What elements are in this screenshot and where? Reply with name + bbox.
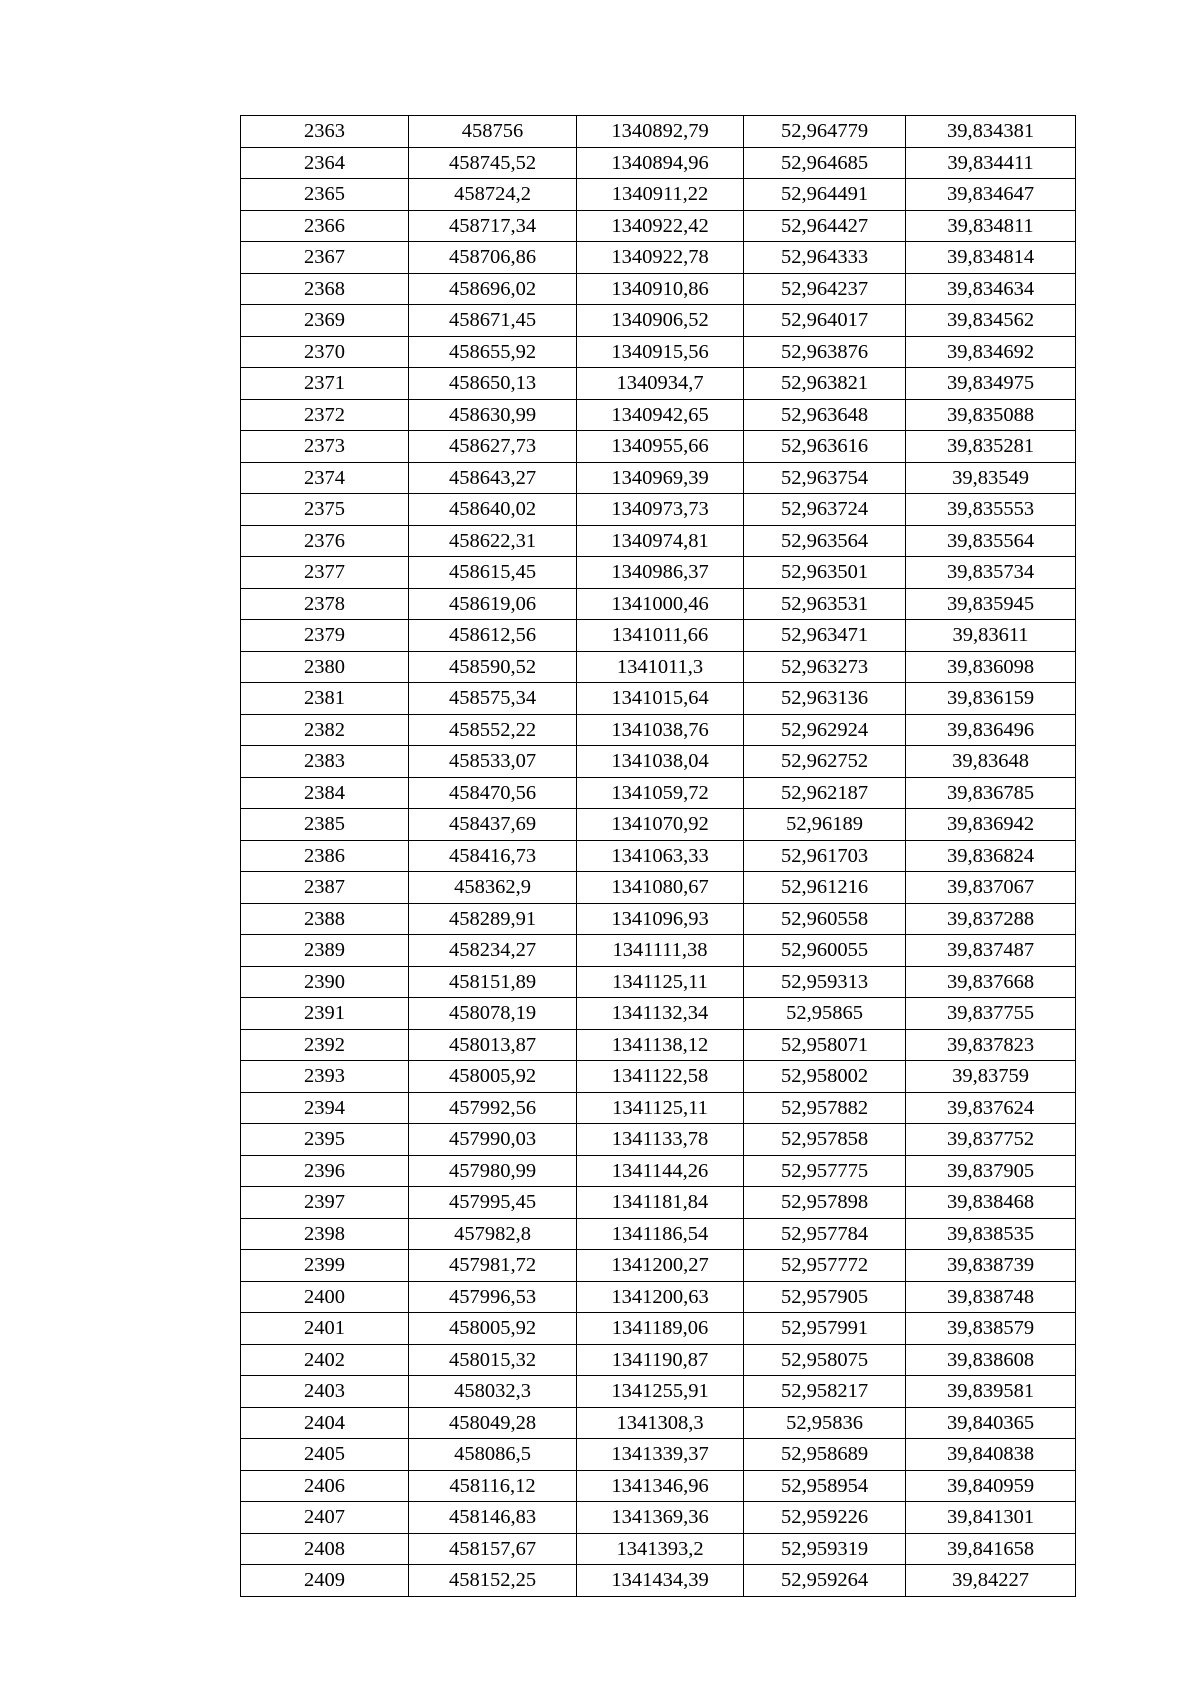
longitude-cell: 39,838739 [906, 1250, 1076, 1282]
y-coordinate-cell: 1341190,87 [577, 1344, 744, 1376]
point-number-cell: 2387 [241, 872, 409, 904]
longitude-cell: 39,837487 [906, 935, 1076, 967]
latitude-cell: 52,963531 [744, 588, 906, 620]
table-row [241, 462, 1076, 494]
point-number-cell: 2395 [241, 1124, 409, 1156]
longitude-cell: 39,841301 [906, 1502, 1076, 1534]
x-coordinate-cell: 458671,45 [409, 305, 577, 337]
table-row [241, 1187, 1076, 1219]
table-row [241, 809, 1076, 841]
longitude-cell: 39,834411 [906, 147, 1076, 179]
table-row [241, 1533, 1076, 1565]
point-number-cell: 2363 [241, 116, 409, 148]
table-row [241, 1155, 1076, 1187]
x-coordinate-cell: 458005,92 [409, 1313, 577, 1345]
table-row [241, 1061, 1076, 1093]
latitude-cell: 52,959264 [744, 1565, 906, 1597]
y-coordinate-cell: 1341132,34 [577, 998, 744, 1030]
y-coordinate-cell: 1341308,3 [577, 1407, 744, 1439]
point-number-cell: 2365 [241, 179, 409, 211]
latitude-cell: 52,963136 [744, 683, 906, 715]
latitude-cell: 52,964685 [744, 147, 906, 179]
y-coordinate-cell: 1341181,84 [577, 1187, 744, 1219]
point-number-cell: 2367 [241, 242, 409, 274]
table-row [241, 557, 1076, 589]
y-coordinate-cell: 1341096,93 [577, 903, 744, 935]
x-coordinate-cell: 458470,56 [409, 777, 577, 809]
point-number-cell: 2369 [241, 305, 409, 337]
point-number-cell: 2380 [241, 651, 409, 683]
latitude-cell: 52,95836 [744, 1407, 906, 1439]
y-coordinate-cell: 1341138,12 [577, 1029, 744, 1061]
table-row [241, 872, 1076, 904]
table-row [241, 147, 1076, 179]
longitude-cell: 39,838579 [906, 1313, 1076, 1345]
x-coordinate-cell: 458655,92 [409, 336, 577, 368]
longitude-cell: 39,836159 [906, 683, 1076, 715]
x-coordinate-cell: 458575,34 [409, 683, 577, 715]
table-row [241, 1313, 1076, 1345]
y-coordinate-cell: 1341346,96 [577, 1470, 744, 1502]
y-coordinate-cell: 1341000,46 [577, 588, 744, 620]
y-coordinate-cell: 1340894,96 [577, 147, 744, 179]
table-row [241, 620, 1076, 652]
longitude-cell: 39,835553 [906, 494, 1076, 526]
longitude-cell: 39,83759 [906, 1061, 1076, 1093]
y-coordinate-cell: 1341189,06 [577, 1313, 744, 1345]
x-coordinate-cell: 458234,27 [409, 935, 577, 967]
table-row [241, 1565, 1076, 1597]
y-coordinate-cell: 1340942,65 [577, 399, 744, 431]
y-coordinate-cell: 1340922,42 [577, 210, 744, 242]
table-row [241, 998, 1076, 1030]
y-coordinate-cell: 1340910,86 [577, 273, 744, 305]
point-number-cell: 2384 [241, 777, 409, 809]
point-number-cell: 2373 [241, 431, 409, 463]
table-row [241, 1376, 1076, 1408]
y-coordinate-cell: 1341339,37 [577, 1439, 744, 1471]
longitude-cell: 39,835088 [906, 399, 1076, 431]
longitude-cell: 39,840365 [906, 1407, 1076, 1439]
x-coordinate-cell: 458152,25 [409, 1565, 577, 1597]
latitude-cell: 52,958075 [744, 1344, 906, 1376]
y-coordinate-cell: 1341111,38 [577, 935, 744, 967]
point-number-cell: 2407 [241, 1502, 409, 1534]
latitude-cell: 52,958954 [744, 1470, 906, 1502]
latitude-cell: 52,957905 [744, 1281, 906, 1313]
y-coordinate-cell: 1341125,11 [577, 1092, 744, 1124]
x-coordinate-cell: 458005,92 [409, 1061, 577, 1093]
longitude-cell: 39,836785 [906, 777, 1076, 809]
point-number-cell: 2366 [241, 210, 409, 242]
x-coordinate-cell: 458619,06 [409, 588, 577, 620]
table-row [241, 336, 1076, 368]
x-coordinate-cell: 457992,56 [409, 1092, 577, 1124]
table-row [241, 1250, 1076, 1282]
y-coordinate-cell: 1341059,72 [577, 777, 744, 809]
x-coordinate-cell: 458724,2 [409, 179, 577, 211]
longitude-cell: 39,835734 [906, 557, 1076, 589]
point-number-cell: 2396 [241, 1155, 409, 1187]
y-coordinate-cell: 1341011,3 [577, 651, 744, 683]
longitude-cell: 39,837624 [906, 1092, 1076, 1124]
latitude-cell: 52,962752 [744, 746, 906, 778]
table-row [241, 210, 1076, 242]
longitude-cell: 39,837288 [906, 903, 1076, 935]
x-coordinate-cell: 457981,72 [409, 1250, 577, 1282]
point-number-cell: 2375 [241, 494, 409, 526]
latitude-cell: 52,957898 [744, 1187, 906, 1219]
latitude-cell: 52,964491 [744, 179, 906, 211]
y-coordinate-cell: 1340906,52 [577, 305, 744, 337]
x-coordinate-cell: 458717,34 [409, 210, 577, 242]
latitude-cell: 52,957858 [744, 1124, 906, 1156]
longitude-cell: 39,836496 [906, 714, 1076, 746]
latitude-cell: 52,963501 [744, 557, 906, 589]
longitude-cell: 39,834381 [906, 116, 1076, 148]
y-coordinate-cell: 1341144,26 [577, 1155, 744, 1187]
longitude-cell: 39,839581 [906, 1376, 1076, 1408]
table-row [241, 1218, 1076, 1250]
x-coordinate-cell: 458552,22 [409, 714, 577, 746]
x-coordinate-cell: 458151,89 [409, 966, 577, 998]
longitude-cell: 39,841658 [906, 1533, 1076, 1565]
point-number-cell: 2381 [241, 683, 409, 715]
table-row [241, 525, 1076, 557]
coordinates-table-body [241, 116, 1076, 1597]
x-coordinate-cell: 458612,56 [409, 620, 577, 652]
longitude-cell: 39,83648 [906, 746, 1076, 778]
table-row [241, 431, 1076, 463]
y-coordinate-cell: 1340969,39 [577, 462, 744, 494]
table-row [241, 777, 1076, 809]
point-number-cell: 2385 [241, 809, 409, 841]
latitude-cell: 52,959226 [744, 1502, 906, 1534]
y-coordinate-cell: 1341063,33 [577, 840, 744, 872]
longitude-cell: 39,838468 [906, 1187, 1076, 1219]
x-coordinate-cell: 458630,99 [409, 399, 577, 431]
point-number-cell: 2398 [241, 1218, 409, 1250]
point-number-cell: 2408 [241, 1533, 409, 1565]
table-row [241, 714, 1076, 746]
latitude-cell: 52,957991 [744, 1313, 906, 1345]
longitude-cell: 39,837823 [906, 1029, 1076, 1061]
longitude-cell: 39,837752 [906, 1124, 1076, 1156]
x-coordinate-cell: 458015,32 [409, 1344, 577, 1376]
y-coordinate-cell: 1340934,7 [577, 368, 744, 400]
y-coordinate-cell: 1341393,2 [577, 1533, 744, 1565]
x-coordinate-cell: 458706,86 [409, 242, 577, 274]
y-coordinate-cell: 1340974,81 [577, 525, 744, 557]
longitude-cell: 39,834811 [906, 210, 1076, 242]
latitude-cell: 52,964017 [744, 305, 906, 337]
y-coordinate-cell: 1341122,58 [577, 1061, 744, 1093]
table-row [241, 1502, 1076, 1534]
y-coordinate-cell: 1340955,66 [577, 431, 744, 463]
latitude-cell: 52,964333 [744, 242, 906, 274]
latitude-cell: 52,958071 [744, 1029, 906, 1061]
x-coordinate-cell: 458437,69 [409, 809, 577, 841]
longitude-cell: 39,83611 [906, 620, 1076, 652]
x-coordinate-cell: 458745,52 [409, 147, 577, 179]
longitude-cell: 39,840838 [906, 1439, 1076, 1471]
x-coordinate-cell: 458533,07 [409, 746, 577, 778]
x-coordinate-cell: 457982,8 [409, 1218, 577, 1250]
table-row [241, 494, 1076, 526]
y-coordinate-cell: 1341434,39 [577, 1565, 744, 1597]
table-row [241, 1439, 1076, 1471]
longitude-cell: 39,838748 [906, 1281, 1076, 1313]
longitude-cell: 39,840959 [906, 1470, 1076, 1502]
latitude-cell: 52,96189 [744, 809, 906, 841]
latitude-cell: 52,963724 [744, 494, 906, 526]
point-number-cell: 2379 [241, 620, 409, 652]
y-coordinate-cell: 1340892,79 [577, 116, 744, 148]
x-coordinate-cell: 458640,02 [409, 494, 577, 526]
point-number-cell: 2388 [241, 903, 409, 935]
latitude-cell: 52,963616 [744, 431, 906, 463]
table-row [241, 746, 1076, 778]
point-number-cell: 2382 [241, 714, 409, 746]
point-number-cell: 2391 [241, 998, 409, 1030]
x-coordinate-cell: 457990,03 [409, 1124, 577, 1156]
point-number-cell: 2409 [241, 1565, 409, 1597]
longitude-cell: 39,837668 [906, 966, 1076, 998]
table-row [241, 651, 1076, 683]
latitude-cell: 52,963471 [744, 620, 906, 652]
y-coordinate-cell: 1341038,76 [577, 714, 744, 746]
point-number-cell: 2374 [241, 462, 409, 494]
point-number-cell: 2372 [241, 399, 409, 431]
latitude-cell: 52,964779 [744, 116, 906, 148]
y-coordinate-cell: 1341200,27 [577, 1250, 744, 1282]
latitude-cell: 52,957882 [744, 1092, 906, 1124]
longitude-cell: 39,834634 [906, 273, 1076, 305]
latitude-cell: 52,961216 [744, 872, 906, 904]
latitude-cell: 52,963648 [744, 399, 906, 431]
latitude-cell: 52,957775 [744, 1155, 906, 1187]
x-coordinate-cell: 458146,83 [409, 1502, 577, 1534]
latitude-cell: 52,958002 [744, 1061, 906, 1093]
longitude-cell: 39,834814 [906, 242, 1076, 274]
x-coordinate-cell: 458627,73 [409, 431, 577, 463]
y-coordinate-cell: 1340915,56 [577, 336, 744, 368]
point-number-cell: 2383 [241, 746, 409, 778]
y-coordinate-cell: 1341070,92 [577, 809, 744, 841]
x-coordinate-cell: 458013,87 [409, 1029, 577, 1061]
table-row [241, 305, 1076, 337]
longitude-cell: 39,834975 [906, 368, 1076, 400]
x-coordinate-cell: 458086,5 [409, 1439, 577, 1471]
table-row [241, 935, 1076, 967]
x-coordinate-cell: 458289,91 [409, 903, 577, 935]
point-number-cell: 2370 [241, 336, 409, 368]
x-coordinate-cell: 458622,31 [409, 525, 577, 557]
y-coordinate-cell: 1341186,54 [577, 1218, 744, 1250]
x-coordinate-cell: 458032,3 [409, 1376, 577, 1408]
x-coordinate-cell: 457996,53 [409, 1281, 577, 1313]
point-number-cell: 2390 [241, 966, 409, 998]
point-number-cell: 2405 [241, 1439, 409, 1471]
longitude-cell: 39,835945 [906, 588, 1076, 620]
point-number-cell: 2377 [241, 557, 409, 589]
table-row [241, 840, 1076, 872]
x-coordinate-cell: 458157,67 [409, 1533, 577, 1565]
x-coordinate-cell: 458756 [409, 116, 577, 148]
latitude-cell: 52,957784 [744, 1218, 906, 1250]
table-row [241, 1344, 1076, 1376]
y-coordinate-cell: 1341255,91 [577, 1376, 744, 1408]
latitude-cell: 52,963564 [744, 525, 906, 557]
latitude-cell: 52,963273 [744, 651, 906, 683]
latitude-cell: 52,957772 [744, 1250, 906, 1282]
table-row [241, 1092, 1076, 1124]
longitude-cell: 39,836942 [906, 809, 1076, 841]
y-coordinate-cell: 1341133,78 [577, 1124, 744, 1156]
point-number-cell: 2392 [241, 1029, 409, 1061]
point-number-cell: 2406 [241, 1470, 409, 1502]
point-number-cell: 2376 [241, 525, 409, 557]
longitude-cell: 39,834647 [906, 179, 1076, 211]
point-number-cell: 2364 [241, 147, 409, 179]
x-coordinate-cell: 458643,27 [409, 462, 577, 494]
coordinates-table [240, 115, 1076, 1597]
table-row [241, 1281, 1076, 1313]
longitude-cell: 39,835281 [906, 431, 1076, 463]
latitude-cell: 52,959313 [744, 966, 906, 998]
longitude-cell: 39,834562 [906, 305, 1076, 337]
x-coordinate-cell: 458416,73 [409, 840, 577, 872]
longitude-cell: 39,836824 [906, 840, 1076, 872]
y-coordinate-cell: 1340911,22 [577, 179, 744, 211]
y-coordinate-cell: 1340922,78 [577, 242, 744, 274]
table-row [241, 1029, 1076, 1061]
y-coordinate-cell: 1341015,64 [577, 683, 744, 715]
latitude-cell: 52,960055 [744, 935, 906, 967]
longitude-cell: 39,838608 [906, 1344, 1076, 1376]
latitude-cell: 52,961703 [744, 840, 906, 872]
table-row [241, 273, 1076, 305]
point-number-cell: 2394 [241, 1092, 409, 1124]
longitude-cell: 39,838535 [906, 1218, 1076, 1250]
table-row [241, 683, 1076, 715]
longitude-cell: 39,836098 [906, 651, 1076, 683]
table-row [241, 116, 1076, 148]
latitude-cell: 52,963754 [744, 462, 906, 494]
latitude-cell: 52,95865 [744, 998, 906, 1030]
y-coordinate-cell: 1340973,73 [577, 494, 744, 526]
table-row [241, 1470, 1076, 1502]
table-row [241, 903, 1076, 935]
table-row [241, 368, 1076, 400]
latitude-cell: 52,959319 [744, 1533, 906, 1565]
point-number-cell: 2393 [241, 1061, 409, 1093]
latitude-cell: 52,963821 [744, 368, 906, 400]
x-coordinate-cell: 457995,45 [409, 1187, 577, 1219]
table-row [241, 1124, 1076, 1156]
longitude-cell: 39,837755 [906, 998, 1076, 1030]
point-number-cell: 2403 [241, 1376, 409, 1408]
x-coordinate-cell: 458650,13 [409, 368, 577, 400]
latitude-cell: 52,963876 [744, 336, 906, 368]
point-number-cell: 2389 [241, 935, 409, 967]
x-coordinate-cell: 457980,99 [409, 1155, 577, 1187]
longitude-cell: 39,84227 [906, 1565, 1076, 1597]
x-coordinate-cell: 458696,02 [409, 273, 577, 305]
longitude-cell: 39,834692 [906, 336, 1076, 368]
table-row [241, 399, 1076, 431]
point-number-cell: 2399 [241, 1250, 409, 1282]
point-number-cell: 2402 [241, 1344, 409, 1376]
latitude-cell: 52,958217 [744, 1376, 906, 1408]
point-number-cell: 2378 [241, 588, 409, 620]
point-number-cell: 2386 [241, 840, 409, 872]
latitude-cell: 52,962187 [744, 777, 906, 809]
table-row [241, 242, 1076, 274]
y-coordinate-cell: 1341125,11 [577, 966, 744, 998]
x-coordinate-cell: 458590,52 [409, 651, 577, 683]
longitude-cell: 39,837905 [906, 1155, 1076, 1187]
y-coordinate-cell: 1340986,37 [577, 557, 744, 589]
x-coordinate-cell: 458049,28 [409, 1407, 577, 1439]
table-row [241, 179, 1076, 211]
longitude-cell: 39,83549 [906, 462, 1076, 494]
point-number-cell: 2401 [241, 1313, 409, 1345]
latitude-cell: 52,958689 [744, 1439, 906, 1471]
y-coordinate-cell: 1341011,66 [577, 620, 744, 652]
point-number-cell: 2371 [241, 368, 409, 400]
x-coordinate-cell: 458116,12 [409, 1470, 577, 1502]
point-number-cell: 2400 [241, 1281, 409, 1313]
latitude-cell: 52,960558 [744, 903, 906, 935]
longitude-cell: 39,835564 [906, 525, 1076, 557]
y-coordinate-cell: 1341080,67 [577, 872, 744, 904]
y-coordinate-cell: 1341038,04 [577, 746, 744, 778]
y-coordinate-cell: 1341369,36 [577, 1502, 744, 1534]
point-number-cell: 2368 [241, 273, 409, 305]
table-row [241, 588, 1076, 620]
latitude-cell: 52,964237 [744, 273, 906, 305]
point-number-cell: 2404 [241, 1407, 409, 1439]
x-coordinate-cell: 458078,19 [409, 998, 577, 1030]
longitude-cell: 39,837067 [906, 872, 1076, 904]
y-coordinate-cell: 1341200,63 [577, 1281, 744, 1313]
x-coordinate-cell: 458615,45 [409, 557, 577, 589]
x-coordinate-cell: 458362,9 [409, 872, 577, 904]
point-number-cell: 2397 [241, 1187, 409, 1219]
table-row [241, 1407, 1076, 1439]
latitude-cell: 52,962924 [744, 714, 906, 746]
latitude-cell: 52,964427 [744, 210, 906, 242]
table-row [241, 966, 1076, 998]
